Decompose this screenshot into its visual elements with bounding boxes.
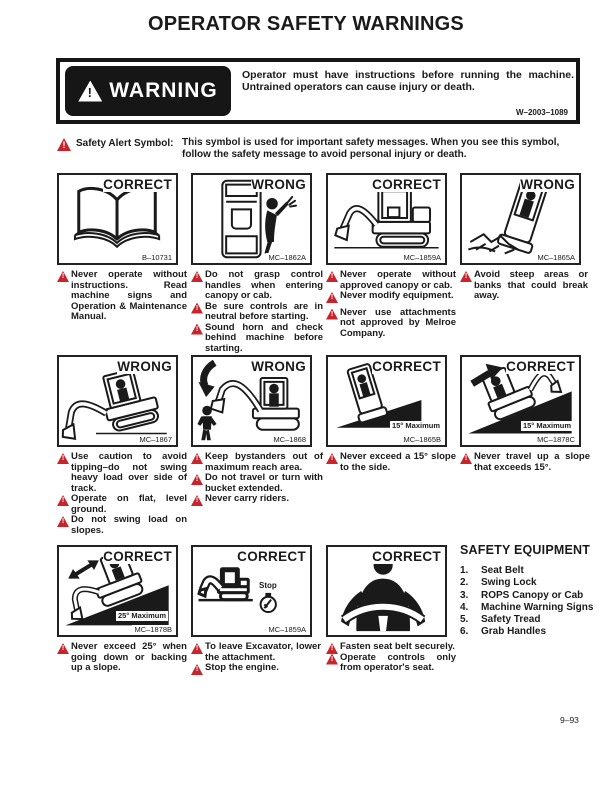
safety-alert-icon [57, 138, 71, 151]
item-label: Safety Tread [481, 614, 541, 626]
warning-text: Fasten seat belt securely. [340, 641, 455, 652]
figure-number: MC–1868 [273, 435, 306, 444]
verdict-label: CORRECT [372, 359, 441, 374]
warning-text: Operate controls only from operator's seat. [340, 651, 456, 673]
safety-alert-row [57, 137, 587, 160]
safety-alert-icon [191, 495, 203, 506]
safety-alert-icon [57, 453, 69, 464]
safety-alert-label: Safety Alert Symbol: [76, 138, 174, 149]
warning-text: To leave Excavator, lower the attachment. [205, 641, 321, 663]
safety-alert-icon [460, 271, 472, 282]
safety-alert-icon [326, 309, 338, 320]
verdict-label: WRONG [251, 177, 306, 192]
item-label: Grab Handles [481, 626, 547, 638]
safety-alert-icon [191, 271, 203, 282]
safety-alert-icon [191, 303, 203, 314]
warning-text: Operator must have instructions before running the machine. Untrained operators can cause injury or death. [242, 69, 574, 93]
warnings-down-slope [57, 642, 187, 674]
safety-alert-icon [326, 654, 338, 665]
warnings-up-slope [460, 452, 590, 473]
list-item [460, 565, 595, 577]
warning-triangle-icon [78, 81, 102, 102]
panel-stop-engine [191, 545, 312, 637]
verdict-label: CORRECT [372, 549, 441, 564]
warning-text: Use caution to avoid tipping–do not swing heavy load over side of track. [71, 451, 187, 494]
figure-number: MC–1859A [268, 625, 306, 634]
warning-text: Keep bystanders out of maximum reach area. [205, 451, 323, 473]
safety-alert-icon [460, 453, 472, 464]
warning-text: Never operate without approved canopy or cab. [340, 269, 456, 291]
safety-alert-icon [57, 516, 69, 527]
safety-alert-icon [191, 453, 203, 464]
panel-steep-banks [460, 173, 581, 265]
panel-up-slope [460, 355, 581, 447]
warning-text: Be sure controls are in neutral before starting. [205, 300, 323, 322]
page-number: 9–93 [560, 715, 579, 725]
warnings-steep-banks [460, 270, 588, 302]
figure-number: MC–1865B [403, 435, 441, 444]
slope-limit-label: 25° Maximum [117, 611, 166, 620]
ignition-key-icon [261, 593, 276, 612]
safety-alert-icon [191, 664, 203, 675]
item-number: 4. [460, 601, 469, 613]
safety-alert-icon [326, 292, 338, 303]
item-number: 2. [460, 577, 469, 589]
warning-banner [56, 58, 580, 124]
safety-alert-icon [191, 474, 203, 485]
warnings-side-slope [326, 452, 456, 473]
figure-number: MC–1878C [537, 435, 575, 444]
figure-number: MC–1867 [139, 435, 172, 444]
panel-down-slope [57, 545, 178, 637]
warning-label-box [65, 66, 231, 116]
list-item [460, 626, 595, 638]
safety-alert-icon [191, 324, 203, 335]
warning-text: Stop the engine. [205, 662, 279, 673]
warnings-bystanders [191, 452, 323, 505]
safety-alert-icon [326, 453, 338, 464]
warnings-tipping [57, 452, 187, 536]
panel-tipping [57, 355, 178, 447]
warning-text: Do not grasp control handles when entering canopy or cab. [205, 269, 323, 301]
panel-read-manual [57, 173, 178, 265]
verdict-label: CORRECT [103, 549, 172, 564]
warnings-read-manual [57, 270, 187, 323]
safety-alert-icon [57, 271, 69, 282]
item-label: ROPS Canopy or Cab [481, 589, 584, 601]
panel-side-slope [326, 355, 447, 447]
warnings-seat-belt [326, 642, 456, 674]
warning-text: Avoid steep areas or banks that could break away. [474, 269, 588, 301]
figure-number: MC–1862A [268, 253, 306, 262]
warning-text: Never use attachments not approved by Melroe Company. [340, 306, 456, 339]
figure-number: MC–1865A [537, 253, 575, 262]
list-item [460, 577, 595, 589]
verdict-label: CORRECT [506, 359, 575, 374]
warning-text: Sound horn and check behind machine before starting. [205, 321, 323, 354]
list-item [460, 590, 595, 602]
safety-alert-icon [326, 271, 338, 282]
warning-text: Do not travel or turn with bucket extended. [205, 472, 323, 494]
item-label: Seat Belt [481, 565, 524, 576]
list-item [460, 614, 595, 626]
verdict-label: WRONG [520, 177, 575, 192]
safety-alert-icon [57, 495, 69, 506]
slope-limit-label: 15° Maximum [391, 421, 440, 430]
warning-text: Never exceed a 15° slope to the side. [340, 451, 456, 473]
panel-approved-canopy [326, 173, 447, 265]
verdict-label: CORRECT [372, 177, 441, 192]
warning-text: Never travel up a slope that exceeds 15°. [474, 451, 590, 473]
panel-bystanders [191, 355, 312, 447]
item-label: Machine Warning Signs [481, 601, 594, 613]
warning-text: Never exceed 25° when going down or backing up a slope. [71, 641, 187, 673]
verdict-label: CORRECT [237, 549, 306, 564]
warning-text: Never operate without instructions. Read machine signs and Operation & Maintenance Manual. [71, 269, 187, 322]
panel-seat-belt [326, 545, 447, 637]
safety-alert-icon [191, 643, 203, 654]
page-title: OPERATOR SAFETY WARNINGS [148, 13, 464, 35]
warning-label: WARNING [109, 79, 218, 102]
item-number: 6. [460, 626, 469, 638]
item-number: 5. [460, 614, 469, 626]
list-item [460, 602, 595, 614]
warning-ref-number: W–2003–1089 [515, 108, 568, 117]
warning-text: Never carry riders. [205, 493, 289, 504]
warnings-stop-engine [191, 642, 321, 674]
figure-number: MC–1878B [134, 625, 172, 634]
safety-equipment-section [460, 543, 595, 639]
safety-alert-icon [57, 643, 69, 654]
figure-number: B–10731 [141, 253, 172, 262]
safety-equipment-title: SAFETY EQUIPMENT [460, 543, 591, 557]
slope-limit-label: 15° Maximum [522, 421, 571, 430]
item-number: 1. [460, 565, 469, 576]
verdict-label: WRONG [117, 359, 172, 374]
stop-label: Stop [259, 581, 277, 590]
verdict-label: WRONG [251, 359, 306, 374]
warnings-entering-machine [191, 270, 323, 354]
figure-number: MC–1859A [403, 253, 441, 262]
panel-entering-machine [191, 173, 312, 265]
verdict-label: CORRECT [103, 177, 172, 192]
item-number: 3. [460, 589, 469, 601]
warning-text: Operate on flat, level ground. [71, 493, 187, 515]
warning-text: Never modify equipment. [340, 290, 454, 301]
warnings-approved-canopy [326, 270, 456, 339]
warning-text: Do not swing load on slopes. [71, 514, 187, 536]
safety-alert-text: This symbol is used for important safety messages. When you see this symbol, follow the safety message to avoid personal injury or death. [182, 137, 560, 160]
item-label: Swing Lock [481, 577, 537, 589]
